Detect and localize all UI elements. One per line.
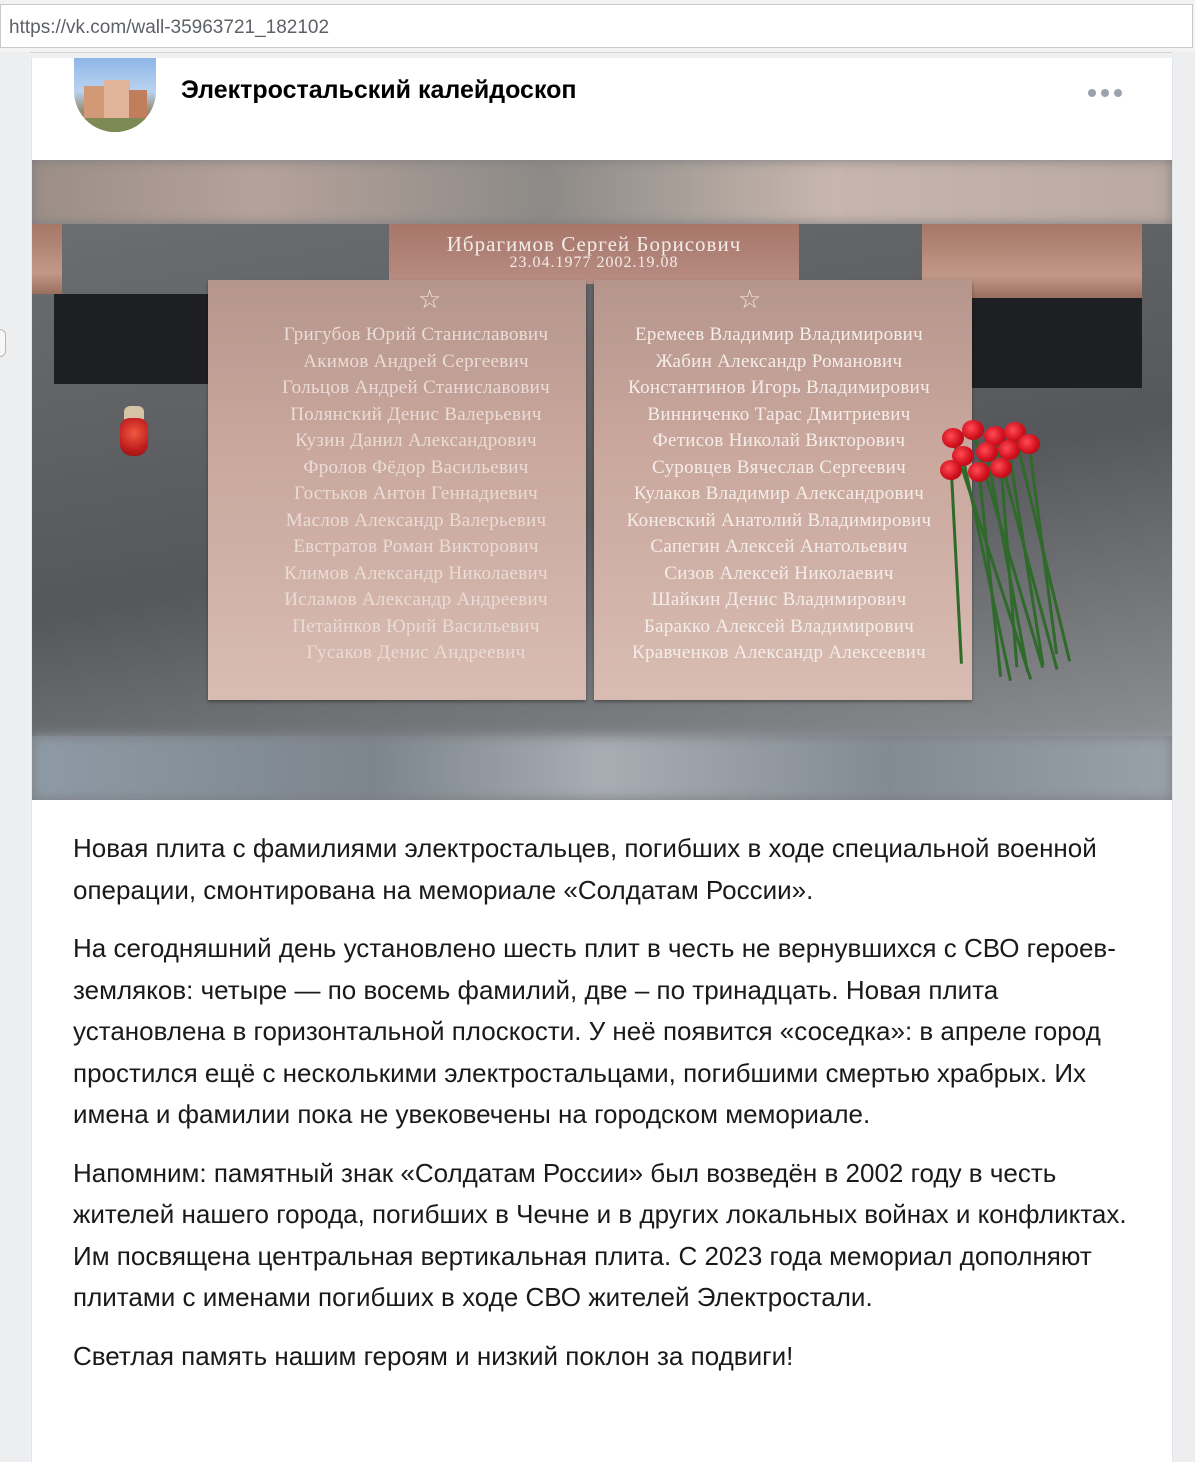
group-name-link[interactable]: Электростальский калейдоскоп: [181, 76, 577, 104]
carnations-bouquet: [932, 420, 1122, 736]
more-horizontal-icon[interactable]: [1088, 88, 1122, 98]
post-photo[interactable]: [32, 160, 1172, 800]
slab-name-line: Сапегин Алексей Анатольевич: [650, 536, 908, 557]
slab-name-line: Шайкин Денис Владимирович: [651, 589, 907, 610]
slab-name-line: Фетисов Николай Викторович: [652, 430, 906, 451]
slab-name-line: Кравченков Александр Алексеевич: [632, 642, 926, 663]
slab-name-line: Фролов Фёдор Васильевич: [303, 456, 529, 478]
carnation-bloom: [940, 460, 962, 480]
slab-name-line: Винниченко Тарас Дмитриевич: [647, 403, 911, 425]
star-icon: ☆: [738, 284, 762, 314]
slab-name-line: Исламов Александр Андреевич: [284, 589, 548, 610]
slab-name-line: Сизов Алексей Николаевич: [664, 562, 894, 584]
carnation-bloom: [942, 428, 964, 448]
slab-name-line: Еремеев Владимир Владимирович: [634, 324, 924, 345]
slab-name-line: Акимов Андрей Сергеевич: [303, 350, 529, 372]
memorial-photo: [32, 224, 1172, 736]
slab-name-line: Петайнков Юрий Васильевич: [292, 615, 540, 637]
left-pillar: [32, 224, 62, 294]
page-background-right: [1172, 52, 1195, 1462]
star-icon: ☆: [418, 284, 442, 314]
carnation-bloom: [990, 458, 1012, 478]
carnation-bloom: [998, 440, 1020, 460]
central-slab-dates: 23.04.1977 2002.19.08: [509, 254, 679, 271]
slab-name-line: Гостьков Антон Геннадиевич: [293, 483, 539, 504]
scroll-handle[interactable]: [0, 329, 6, 357]
group-avatar[interactable]: [74, 58, 156, 132]
url-text[interactable]: https://vk.com/wall-35963721_182102: [9, 17, 330, 38]
post-paragraph: На сегодняшний день установлено шесть плит в честь не вернувшихся с СВО героев-земляков: четыре — по восемь фамилий, две – по тринадцать. Новая плита установлена в горизонтальной плоскости. У неё появится «соседка»: в апреле город простился ещё с несколькими электростальцами, погибшими смертью храбрых. Их имена и фамилии пока не увековечены на городском мемориале.: [73, 933, 1116, 1129]
carnation-bloom: [962, 420, 984, 440]
slab-name-line: Кузин Данил Александрович: [295, 430, 537, 451]
carnation-bloom: [1018, 434, 1040, 454]
wall-post: [31, 58, 1173, 1462]
slab-name-line: Коневский Анатолий Владимирович: [626, 509, 932, 531]
central-vertical-slab: [389, 224, 799, 284]
url-field[interactable]: [0, 4, 1193, 48]
slab-name-line: Евстратов Роман Викторович: [293, 536, 539, 557]
slab-name-line: Баракко Алексей Владимирович: [643, 615, 915, 637]
slab-name-line: Полянский Денис Валерьевич: [290, 403, 542, 425]
carnation-bloom: [968, 462, 990, 482]
slab-name-line: Константинов Игорь Владимирович: [628, 377, 930, 398]
post-text: [73, 828, 1143, 1394]
right-slab-names: [606, 322, 952, 667]
slab-name-line: Климов Александр Николаевич: [284, 562, 548, 584]
slab-name-line: Жабин Александр Романович: [655, 350, 903, 372]
post-paragraph: Напомним: памятный знак «Солдатам России» был возведён в 2002 году в честь жителей нашего города, погибших в Чечне и в других локальных войнах и конфликтах. Им посвящена центральная вертикальная плита. С 2023 года мемориал дополняют плитами с именами погибших в ходе СВО жителей Электростали.: [73, 1157, 1127, 1312]
photo-blurred-margin-bottom: [32, 736, 1172, 800]
slab-name-line: Григубов Юрий Станиславович: [283, 324, 549, 345]
left-memorial-slab: [208, 280, 586, 700]
post-paragraph: Новая плита с фамилиями электростальцев, погибших в ходе специальной военной операции, смонтирована на мемориале «Солдатам России».: [73, 833, 1097, 905]
browser-address-bar: [0, 0, 1195, 53]
right-memorial-slab: [594, 280, 972, 700]
slab-name-line: Гольцов Андрей Станиславович: [281, 377, 551, 398]
slab-name-line: Маслов Александр Валерьевич: [285, 509, 547, 531]
slab-name-line: Суровцев Вячеслав Сергеевич: [652, 456, 906, 478]
memorial-candle: [120, 404, 148, 456]
photo-blurred-margin-top: [32, 160, 1172, 224]
slab-name-line: Кулаков Владимир Александрович: [633, 483, 925, 504]
post-paragraph: Светлая память нашим героям и низкий поклон за подвиги!: [73, 1340, 794, 1371]
central-slab-name: Ибрагимов Сергей Борисович: [446, 232, 742, 256]
slab-name-line: Гусаков Денис Андреевич: [306, 642, 526, 663]
page-background-left: [0, 52, 30, 1462]
left-slab-names: [256, 322, 576, 667]
